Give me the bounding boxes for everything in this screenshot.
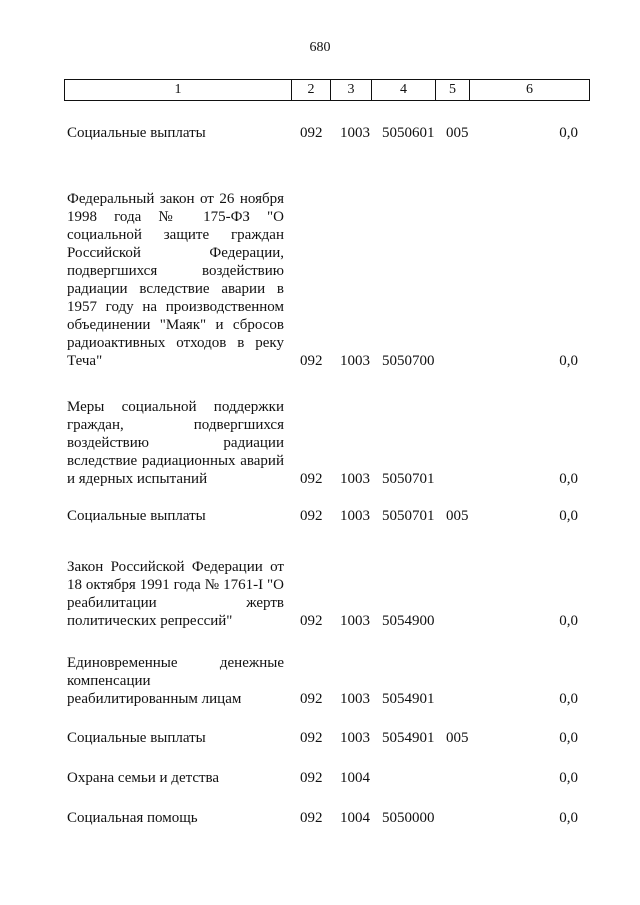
row-name-line: и ядерных испытаний [67, 471, 208, 487]
row-name-line: Единовременные денежные [67, 655, 284, 671]
amount-value: 0,0 [559, 730, 578, 746]
row-name-line: реабилитации жертв [67, 595, 284, 611]
ministry-code: 092 [300, 353, 323, 369]
column-header-2: 2 [292, 80, 331, 101]
amount-value: 0,0 [559, 691, 578, 707]
column-header-3: 3 [331, 80, 372, 101]
row-name-line: подвергшихся воздействию [67, 263, 284, 279]
row-name [67, 398, 284, 488]
row-name-line: радиоактивных отходов в реку [67, 335, 284, 351]
amount-value: 0,0 [559, 471, 578, 487]
ministry-code: 092 [300, 770, 323, 786]
section-code: 1004 [340, 770, 370, 786]
target-code: 5050601 [382, 125, 435, 141]
section-code: 1003 [340, 691, 370, 707]
amount-value: 0,0 [559, 810, 578, 826]
row-name-line: Социальные выплаты [67, 730, 206, 746]
row-name-line: Федеральный закон от 26 ноября [67, 191, 284, 207]
section-code: 1003 [340, 613, 370, 629]
section-code: 1003 [340, 471, 370, 487]
page-number: 680 [309, 40, 331, 55]
table-row [0, 769, 640, 787]
amount-value: 0,0 [559, 770, 578, 786]
amount-value: 0,0 [559, 508, 578, 524]
row-name [67, 769, 284, 787]
row-name-line: Социальные выплаты [67, 508, 206, 524]
target-code: 5054900 [382, 613, 435, 629]
table-row [0, 558, 640, 630]
ministry-code: 092 [300, 125, 323, 141]
table-row [0, 507, 640, 525]
row-name [67, 654, 284, 708]
row-name-line: объединении "Маяк" и сбросов [67, 317, 284, 333]
table-row [0, 190, 640, 370]
row-name-line: Социальная помощь [67, 810, 198, 826]
target-code: 5050700 [382, 353, 435, 369]
row-name-line: воздействию радиации [67, 435, 284, 451]
row-name [67, 809, 284, 827]
row-name-line: Охрана семьи и детства [67, 770, 220, 786]
row-name-line: 1957 году на производственном [67, 299, 284, 315]
row-name-line: Социальные выплаты [67, 125, 206, 141]
column-header-4: 4 [372, 80, 436, 101]
row-name [67, 507, 284, 525]
column-header-5: 5 [436, 80, 470, 101]
amount-value: 0,0 [559, 125, 578, 141]
target-code: 5050701 [382, 471, 435, 487]
table-row [0, 729, 640, 747]
row-name-line: социальной защите граждан [67, 227, 284, 243]
row-name [67, 729, 284, 747]
column-header-table [64, 79, 590, 101]
row-name-line: Российской Федерации, [67, 245, 284, 261]
target-code: 5054901 [382, 691, 435, 707]
row-name-line: радиации вследствие аварии в [67, 281, 284, 297]
section-code: 1004 [340, 810, 370, 826]
row-name-line: Теча" [67, 353, 103, 369]
row-name-line: политических репрессий" [67, 613, 233, 629]
row-name-line: 1998 года № 175-ФЗ "О [67, 209, 284, 225]
column-header-1: 1 [65, 80, 292, 101]
table-row [0, 124, 640, 142]
column-header-row [65, 80, 590, 101]
row-name-line: 18 октября 1991 года № 1761-I "О [67, 577, 284, 593]
row-name [67, 190, 284, 370]
row-name-line: Закон Российской Федерации от [67, 559, 284, 575]
target-code: 5050000 [382, 810, 435, 826]
row-name [67, 124, 284, 142]
section-code: 1003 [340, 125, 370, 141]
expense-code: 005 [446, 730, 469, 746]
amount-value: 0,0 [559, 613, 578, 629]
ministry-code: 092 [300, 613, 323, 629]
ministry-code: 092 [300, 810, 323, 826]
row-name-line: вследствие радиационных аварий [67, 453, 284, 469]
amount-value: 0,0 [559, 353, 578, 369]
row-name-line: Меры социальной поддержки [67, 399, 284, 415]
row-name-line: реабилитированным лицам [67, 691, 242, 707]
expense-code: 005 [446, 125, 469, 141]
row-name [67, 558, 284, 630]
target-code: 5050701 [382, 508, 435, 524]
row-name-line: компенсации [67, 673, 151, 689]
section-code: 1003 [340, 353, 370, 369]
section-code: 1003 [340, 508, 370, 524]
row-name-line: граждан, подвергшихся [67, 417, 284, 433]
target-code: 5054901 [382, 730, 435, 746]
table-row [0, 398, 640, 488]
table-row [0, 654, 640, 708]
expense-code: 005 [446, 508, 469, 524]
ministry-code: 092 [300, 691, 323, 707]
ministry-code: 092 [300, 508, 323, 524]
ministry-code: 092 [300, 730, 323, 746]
column-header-6: 6 [470, 80, 590, 101]
table-row [0, 809, 640, 827]
section-code: 1003 [340, 730, 370, 746]
ministry-code: 092 [300, 471, 323, 487]
